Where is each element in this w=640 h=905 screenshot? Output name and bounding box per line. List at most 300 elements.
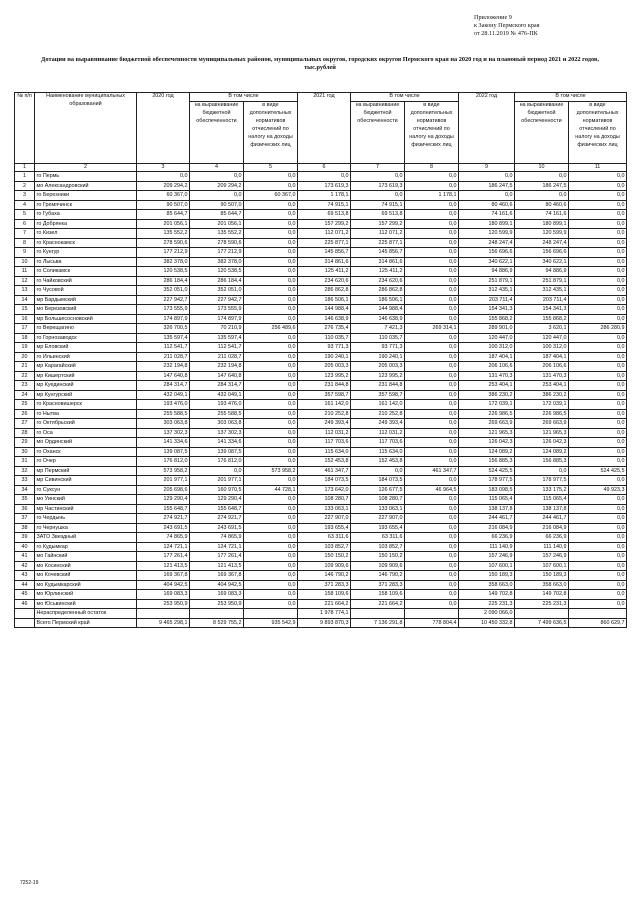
column-number: 6 bbox=[298, 164, 351, 172]
amount-cell: 0,0 bbox=[405, 514, 459, 524]
amount-cell: 0,0 bbox=[244, 438, 298, 448]
amount-cell: 0,0 bbox=[244, 343, 298, 353]
amount-cell: 0,0 bbox=[244, 286, 298, 296]
table-body bbox=[15, 172, 627, 628]
amount-cell: 149 702,8 bbox=[515, 590, 569, 600]
amount-cell: 203 711,4 bbox=[459, 295, 515, 305]
amount-cell: 0,0 bbox=[405, 428, 459, 438]
amount-cell: 209 294,2 bbox=[190, 181, 244, 191]
row-number: 33 bbox=[15, 476, 35, 486]
municipality-name: мо Юрлинский bbox=[35, 590, 137, 600]
table-row bbox=[15, 200, 627, 210]
amount-cell: 69 513,8 bbox=[298, 210, 351, 220]
amount-cell: 0,0 bbox=[244, 542, 298, 552]
amount-cell: 253 404,1 bbox=[515, 381, 569, 391]
amount-cell: 0,0 bbox=[515, 466, 569, 476]
table-row bbox=[15, 571, 627, 581]
amount-cell: 174 897,9 bbox=[137, 314, 190, 324]
amount-cell: 0,0 bbox=[244, 514, 298, 524]
amount-cell: 70 210,9 bbox=[190, 324, 244, 334]
amount-cell: 248 247,4 bbox=[459, 238, 515, 248]
amount-cell: 201 977,1 bbox=[190, 476, 244, 486]
amount-cell: 173 619,3 bbox=[351, 181, 405, 191]
amount-cell: 0,0 bbox=[405, 314, 459, 324]
amount-cell: 0,0 bbox=[244, 172, 298, 182]
amount-cell: 172 039,1 bbox=[515, 400, 569, 410]
amount-cell: 432 049,1 bbox=[137, 390, 190, 400]
amount-cell: 0,0 bbox=[405, 200, 459, 210]
municipality-name: Всего Пермский край bbox=[35, 618, 137, 628]
amount-cell: 7 136 291,8 bbox=[351, 618, 405, 628]
amount-cell: 231 844,8 bbox=[351, 381, 405, 391]
amount-cell: 0,0 bbox=[351, 466, 405, 476]
amount-cell: 404 942,5 bbox=[190, 580, 244, 590]
amount-cell: 249 393,4 bbox=[351, 419, 405, 429]
amount-cell: 0,0 bbox=[405, 333, 459, 343]
amount-cell: 137 302,3 bbox=[190, 428, 244, 438]
municipality-name: го Красновишерск bbox=[35, 400, 137, 410]
amount-cell: 135 552,2 bbox=[190, 229, 244, 239]
amount-cell: 112 031,2 bbox=[351, 428, 405, 438]
row-number: 38 bbox=[15, 523, 35, 533]
amount-cell: 358 663,0 bbox=[515, 580, 569, 590]
amount-cell: 177 261,4 bbox=[137, 552, 190, 562]
amount-cell: 0,0 bbox=[569, 286, 627, 296]
amount-cell: 0,0 bbox=[405, 276, 459, 286]
amount-cell: 0,0 bbox=[244, 552, 298, 562]
municipality-name: го Оса bbox=[35, 428, 137, 438]
amount-cell: 107 600,1 bbox=[515, 561, 569, 571]
amount-cell: 125 411,2 bbox=[298, 267, 351, 277]
amount-cell: 232 194,8 bbox=[137, 362, 190, 372]
row-number: 7 bbox=[15, 229, 35, 239]
row-number: 19 bbox=[15, 343, 35, 353]
table-row bbox=[15, 457, 627, 467]
table-row bbox=[15, 485, 627, 495]
amount-cell: 201 056,1 bbox=[190, 219, 244, 229]
table-row bbox=[15, 495, 627, 505]
amount-cell: 227 942,7 bbox=[137, 295, 190, 305]
amount-cell: 161 142,0 bbox=[298, 400, 351, 410]
amount-cell: 0,0 bbox=[405, 438, 459, 448]
amount-cell: 0,0 bbox=[244, 504, 298, 514]
amount-cell: 60 367,0 bbox=[244, 191, 298, 201]
municipality-name: мо Березовский bbox=[35, 305, 137, 315]
amount-cell: 211 028,7 bbox=[190, 352, 244, 362]
amount-cell: 9 465 298,1 bbox=[137, 618, 190, 628]
amount-cell: 0,0 bbox=[405, 381, 459, 391]
amount-cell: 0,0 bbox=[244, 248, 298, 258]
row-number: 11 bbox=[15, 267, 35, 277]
header-name: Наименование муниципальных образований bbox=[35, 93, 137, 164]
municipality-name: го Чусовой bbox=[35, 286, 137, 296]
amount-cell: 126 042,3 bbox=[515, 438, 569, 448]
header-tax-norms: в виде дополнительных нормативов отчислений по налогу на доходы физических лиц bbox=[569, 102, 627, 164]
amount-cell bbox=[515, 609, 569, 619]
table-row bbox=[15, 172, 627, 182]
row-number: 1 bbox=[15, 172, 35, 182]
amount-cell bbox=[190, 609, 244, 619]
amount-cell: 210 252,8 bbox=[298, 409, 351, 419]
amount-cell: 249 393,4 bbox=[298, 419, 351, 429]
amount-cell: 461 347,7 bbox=[298, 466, 351, 476]
amount-cell: 141 334,6 bbox=[190, 438, 244, 448]
amount-cell: 225 877,1 bbox=[298, 238, 351, 248]
amount-cell: 0,0 bbox=[569, 514, 627, 524]
amount-cell: 155 648,7 bbox=[190, 504, 244, 514]
amount-cell: 340 622,1 bbox=[459, 257, 515, 267]
amount-cell: 371 283,3 bbox=[298, 580, 351, 590]
municipality-name: мр Сивинский bbox=[35, 476, 137, 486]
amount-cell: 0,0 bbox=[405, 390, 459, 400]
municipality-name: мо Уинский bbox=[35, 495, 137, 505]
amount-cell: 94 886,9 bbox=[515, 267, 569, 277]
amount-cell: 169 367,8 bbox=[190, 571, 244, 581]
amount-cell: 221 664,2 bbox=[298, 599, 351, 609]
row-number: 24 bbox=[15, 390, 35, 400]
row-number: 44 bbox=[15, 580, 35, 590]
amount-cell: 177 212,9 bbox=[190, 248, 244, 258]
table-row bbox=[15, 267, 627, 277]
table-row bbox=[15, 343, 627, 353]
amount-cell: 117 703,6 bbox=[351, 438, 405, 448]
amount-cell: 524 425,5 bbox=[459, 466, 515, 476]
amount-cell: 404 942,5 bbox=[137, 580, 190, 590]
header-equalization: на выравнивание бюджетной обеспеченности bbox=[351, 102, 405, 164]
amount-cell: 180 899,1 bbox=[515, 219, 569, 229]
amount-cell: 0,0 bbox=[569, 343, 627, 353]
row-number: 37 bbox=[15, 514, 35, 524]
table-row bbox=[15, 305, 627, 315]
amount-cell: 382 378,0 bbox=[137, 257, 190, 267]
amount-cell: 0,0 bbox=[569, 561, 627, 571]
amount-cell: 0,0 bbox=[405, 571, 459, 581]
amount-cell: 226 986,5 bbox=[459, 409, 515, 419]
row-number: 36 bbox=[15, 504, 35, 514]
amount-cell: 1 178,1 bbox=[405, 191, 459, 201]
amount-cell: 0,0 bbox=[569, 542, 627, 552]
row-number bbox=[15, 618, 35, 628]
municipality-name: мр Частинский bbox=[35, 504, 137, 514]
table-row bbox=[15, 314, 627, 324]
amount-cell: 216 084,9 bbox=[515, 523, 569, 533]
amount-cell: 193 655,4 bbox=[351, 523, 405, 533]
amount-cell: 371 283,3 bbox=[351, 580, 405, 590]
amount-cell: 253 950,9 bbox=[137, 599, 190, 609]
amount-cell: 0,0 bbox=[244, 333, 298, 343]
municipality-name: мр Кишертский bbox=[35, 371, 137, 381]
amount-cell: 284 314,7 bbox=[137, 381, 190, 391]
row-number: 18 bbox=[15, 333, 35, 343]
amount-cell: 178 977,5 bbox=[459, 476, 515, 486]
amount-cell: 0,0 bbox=[459, 172, 515, 182]
municipality-name: го Кунгур bbox=[35, 248, 137, 258]
appendix-line: от 28.11.2019 № 476-ПК bbox=[474, 30, 538, 37]
amount-cell: 0,0 bbox=[405, 295, 459, 305]
amount-cell: 138 137,8 bbox=[459, 504, 515, 514]
amount-cell: 0,0 bbox=[569, 371, 627, 381]
amount-cell: 0,0 bbox=[569, 390, 627, 400]
amount-cell: 0,0 bbox=[405, 409, 459, 419]
column-number: 9 bbox=[459, 164, 515, 172]
amount-cell: 0,0 bbox=[405, 552, 459, 562]
amount-cell: 184 073,5 bbox=[351, 476, 405, 486]
amount-cell: 221 664,2 bbox=[351, 599, 405, 609]
amount-cell: 154 341,3 bbox=[459, 305, 515, 315]
header-equalization: на выравнивание бюджетной обеспеченности bbox=[515, 102, 569, 164]
amount-cell: 137 302,3 bbox=[137, 428, 190, 438]
municipality-name: го Чайковский bbox=[35, 276, 137, 286]
amount-cell: 0,0 bbox=[244, 305, 298, 315]
subsidy-table bbox=[14, 92, 627, 628]
amount-cell: 0,0 bbox=[405, 542, 459, 552]
municipality-name: го Березники bbox=[35, 191, 137, 201]
amount-cell: 226 986,5 bbox=[515, 409, 569, 419]
amount-cell: 173 642,0 bbox=[298, 485, 351, 495]
amount-cell: 0,0 bbox=[244, 590, 298, 600]
municipality-name: го Верещагино bbox=[35, 324, 137, 334]
amount-cell: 49 923,3 bbox=[569, 485, 627, 495]
amount-cell: 125 411,2 bbox=[351, 267, 405, 277]
municipality-name: го Кизел bbox=[35, 229, 137, 239]
municipality-name: го Краснокамск bbox=[35, 238, 137, 248]
amount-cell: 93 771,3 bbox=[351, 343, 405, 353]
amount-cell: 112 071,2 bbox=[298, 229, 351, 239]
amount-cell: 190 240,1 bbox=[298, 352, 351, 362]
amount-cell: 461 347,7 bbox=[405, 466, 459, 476]
amount-cell: 935 542,9 bbox=[244, 618, 298, 628]
amount-cell: 0,0 bbox=[190, 172, 244, 182]
amount-cell: 251 879,1 bbox=[515, 276, 569, 286]
amount-cell: 112 071,2 bbox=[351, 229, 405, 239]
amount-cell: 0,0 bbox=[244, 362, 298, 372]
amount-cell: 193 476,0 bbox=[190, 400, 244, 410]
table-row bbox=[15, 466, 627, 476]
amount-cell: 66 236,9 bbox=[459, 533, 515, 543]
amount-cell: 124 089,2 bbox=[515, 447, 569, 457]
amount-cell: 0,0 bbox=[244, 381, 298, 391]
amount-cell: 193 655,4 bbox=[298, 523, 351, 533]
amount-cell: 133 063,1 bbox=[298, 504, 351, 514]
municipality-name: го Добрянка bbox=[35, 219, 137, 229]
amount-cell: 66 236,9 bbox=[515, 533, 569, 543]
amount-cell: 244 461,7 bbox=[515, 514, 569, 524]
amount-cell: 0,0 bbox=[244, 447, 298, 457]
amount-cell: 129 290,4 bbox=[137, 495, 190, 505]
amount-cell: 133 175,2 bbox=[515, 485, 569, 495]
amount-cell: 124 089,2 bbox=[459, 447, 515, 457]
amount-cell: 173 619,3 bbox=[298, 181, 351, 191]
municipality-name: мр Карагайский bbox=[35, 362, 137, 372]
header-incl-2020: В том числе bbox=[190, 93, 298, 102]
amount-cell: 74 915,1 bbox=[351, 200, 405, 210]
amount-cell: 186 247,5 bbox=[515, 181, 569, 191]
amount-cell: 3 620,1 bbox=[515, 324, 569, 334]
amount-cell: 0,0 bbox=[569, 172, 627, 182]
amount-cell: 0,0 bbox=[244, 200, 298, 210]
amount-cell: 146 638,9 bbox=[351, 314, 405, 324]
amount-cell: 573 958,2 bbox=[137, 466, 190, 476]
amount-cell: 312 435,1 bbox=[459, 286, 515, 296]
table-row bbox=[15, 333, 627, 343]
amount-cell: 120 599,9 bbox=[459, 229, 515, 239]
amount-cell: 0,0 bbox=[569, 457, 627, 467]
amount-cell: 314 861,6 bbox=[298, 257, 351, 267]
amount-cell: 0,0 bbox=[459, 191, 515, 201]
amount-cell: 201 056,1 bbox=[137, 219, 190, 229]
amount-cell: 173 555,9 bbox=[190, 305, 244, 315]
amount-cell: 312 435,1 bbox=[515, 286, 569, 296]
amount-cell: 94 886,9 bbox=[459, 267, 515, 277]
row-number: 46 bbox=[15, 599, 35, 609]
amount-cell: 210 252,8 bbox=[351, 409, 405, 419]
amount-cell: 358 663,0 bbox=[459, 580, 515, 590]
amount-cell: 85 644,7 bbox=[190, 210, 244, 220]
municipality-name: мо Кудымкарский bbox=[35, 580, 137, 590]
header-2020: 2020 год bbox=[137, 93, 190, 164]
amount-cell: 172 039,1 bbox=[459, 400, 515, 410]
amount-cell: 269 663,9 bbox=[515, 419, 569, 429]
amount-cell: 147 640,8 bbox=[190, 371, 244, 381]
header-2022: 2022 год bbox=[459, 93, 515, 164]
amount-cell: 0,0 bbox=[244, 371, 298, 381]
amount-cell: 7 499 636,5 bbox=[515, 618, 569, 628]
row-number: 43 bbox=[15, 571, 35, 581]
amount-cell: 0,0 bbox=[405, 219, 459, 229]
amount-cell: 248 247,4 bbox=[515, 238, 569, 248]
municipality-name: го Очер bbox=[35, 457, 137, 467]
amount-cell: 0,0 bbox=[569, 447, 627, 457]
municipality-name: мо Гайнский bbox=[35, 552, 137, 562]
amount-cell: 289 901,0 bbox=[459, 324, 515, 334]
amount-cell: 0,0 bbox=[569, 419, 627, 429]
amount-cell: 63 311,6 bbox=[298, 533, 351, 543]
amount-cell: 184 073,5 bbox=[298, 476, 351, 486]
amount-cell: 0,0 bbox=[244, 457, 298, 467]
amount-cell: 155 868,2 bbox=[515, 314, 569, 324]
amount-cell bbox=[405, 609, 459, 619]
amount-cell: 156 696,6 bbox=[459, 248, 515, 258]
row-number: 2 bbox=[15, 181, 35, 191]
amount-cell: 0,0 bbox=[569, 504, 627, 514]
amount-cell: 100 312,0 bbox=[459, 343, 515, 353]
row-number: 40 bbox=[15, 542, 35, 552]
row-number: 34 bbox=[15, 485, 35, 495]
table-row bbox=[15, 276, 627, 286]
column-number: 2 bbox=[35, 164, 137, 172]
amount-cell: 187 404,1 bbox=[459, 352, 515, 362]
amount-cell: 0,0 bbox=[569, 219, 627, 229]
amount-cell: 176 812,0 bbox=[137, 457, 190, 467]
column-number: 11 bbox=[569, 164, 627, 172]
amount-cell: 0,0 bbox=[569, 314, 627, 324]
table-row bbox=[15, 238, 627, 248]
amount-cell: 357 598,7 bbox=[298, 390, 351, 400]
amount-cell: 0,0 bbox=[569, 181, 627, 191]
column-number: 3 bbox=[137, 164, 190, 172]
municipality-name: го Горнозаводск bbox=[35, 333, 137, 343]
amount-cell: 169 083,3 bbox=[137, 590, 190, 600]
table-row bbox=[15, 210, 627, 220]
row-number: 45 bbox=[15, 590, 35, 600]
amount-cell: 0,0 bbox=[405, 590, 459, 600]
amount-cell: 150 189,3 bbox=[515, 571, 569, 581]
row-number: 4 bbox=[15, 200, 35, 210]
amount-cell: 120 538,5 bbox=[137, 267, 190, 277]
row-number: 5 bbox=[15, 210, 35, 220]
amount-cell: 0,0 bbox=[244, 400, 298, 410]
municipality-name: го Суксун bbox=[35, 485, 137, 495]
row-number: 30 bbox=[15, 447, 35, 457]
amount-cell: 0,0 bbox=[244, 580, 298, 590]
amount-cell: 0,0 bbox=[569, 352, 627, 362]
amount-cell: 129 290,4 bbox=[190, 495, 244, 505]
amount-cell: 253 404,1 bbox=[459, 381, 515, 391]
table-row bbox=[15, 561, 627, 571]
amount-cell: 190 240,1 bbox=[351, 352, 405, 362]
amount-cell: 112 541,7 bbox=[137, 343, 190, 353]
amount-cell: 108 280,7 bbox=[298, 495, 351, 505]
amount-cell: 0,0 bbox=[244, 409, 298, 419]
amount-cell: 0,0 bbox=[137, 172, 190, 182]
table-row bbox=[15, 609, 627, 619]
amount-cell: 126 677,5 bbox=[351, 485, 405, 495]
amount-cell: 121 965,3 bbox=[515, 428, 569, 438]
amount-cell: 1 978 774,1 bbox=[298, 609, 351, 619]
amount-cell: 1 178,1 bbox=[298, 191, 351, 201]
column-number: 1 bbox=[15, 164, 35, 172]
row-number: 15 bbox=[15, 305, 35, 315]
amount-cell: 0,0 bbox=[405, 172, 459, 182]
row-number: 13 bbox=[15, 286, 35, 296]
amount-cell: 115 634,0 bbox=[351, 447, 405, 457]
municipality-name: мо Александровский bbox=[35, 181, 137, 191]
amount-cell: 0,0 bbox=[569, 381, 627, 391]
amount-cell: 121 413,5 bbox=[137, 561, 190, 571]
amount-cell: 74 161,6 bbox=[459, 210, 515, 220]
header-equalization: на выравнивание бюджетной обеспеченности bbox=[190, 102, 244, 164]
amount-cell: 0,0 bbox=[244, 599, 298, 609]
amount-cell: 0,0 bbox=[298, 172, 351, 182]
municipality-name: мр Куединский bbox=[35, 381, 137, 391]
amount-cell: 243 691,5 bbox=[137, 523, 190, 533]
amount-cell: 0,0 bbox=[244, 267, 298, 277]
column-number: 5 bbox=[244, 164, 298, 172]
amount-cell: 121 413,5 bbox=[190, 561, 244, 571]
amount-cell: 524 425,5 bbox=[569, 466, 627, 476]
amount-cell: 173 555,9 bbox=[137, 305, 190, 315]
amount-cell: 121 965,3 bbox=[459, 428, 515, 438]
amount-cell: 115 065,4 bbox=[515, 495, 569, 505]
amount-cell: 158 109,6 bbox=[298, 590, 351, 600]
amount-cell: 0,0 bbox=[515, 172, 569, 182]
amount-cell: 146 790,2 bbox=[351, 571, 405, 581]
amount-cell: 0,0 bbox=[405, 504, 459, 514]
amount-cell: 276 735,4 bbox=[298, 324, 351, 334]
amount-cell: 0,0 bbox=[405, 419, 459, 429]
amount-cell: 161 142,0 bbox=[351, 400, 405, 410]
amount-cell: 326 700,5 bbox=[137, 324, 190, 334]
amount-cell: 80 460,6 bbox=[515, 200, 569, 210]
municipality-name: мо Юсьвинский bbox=[35, 599, 137, 609]
table-row bbox=[15, 191, 627, 201]
amount-cell: 357 598,7 bbox=[351, 390, 405, 400]
amount-cell: 256 489,6 bbox=[244, 324, 298, 334]
amount-cell: 180 899,1 bbox=[459, 219, 515, 229]
amount-cell: 135 597,4 bbox=[190, 333, 244, 343]
table-row bbox=[15, 352, 627, 362]
amount-cell: 0,0 bbox=[351, 191, 405, 201]
